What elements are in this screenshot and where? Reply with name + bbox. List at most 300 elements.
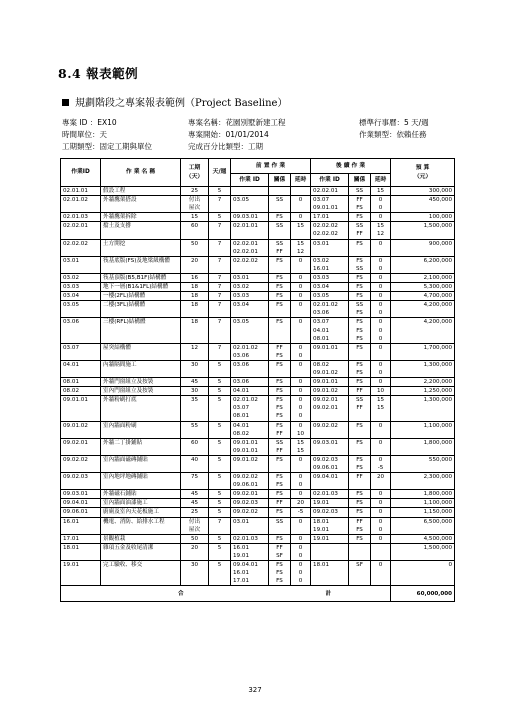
cell-pred-lag-line: 0 [298, 544, 303, 551]
cell-pred-relation [269, 187, 291, 196]
cell-succ-relation-line: FF [356, 231, 363, 238]
cell-succ-id-line: 19.01 [313, 535, 330, 542]
cell-pred-lag [291, 360, 311, 377]
cell-days-week: 7 [209, 318, 231, 343]
cell-activity-id: 09.04.01 [61, 499, 101, 508]
cell-duration: 20 [181, 256, 209, 273]
cell-succ-id-line: 03.06 [313, 310, 330, 317]
cell-pred-relation-line: FF [276, 430, 283, 437]
table-row [61, 438, 455, 455]
cell-pred-lag-line: 15 [296, 439, 305, 446]
cell-succ-lag-line: 0 [378, 274, 383, 281]
cell-activity-id: 03.04 [61, 292, 101, 301]
cell-budget: 1,100,000 [391, 421, 455, 438]
section-title: 8.4 報表範例 [58, 66, 139, 81]
cell-pred-lag-line: 0 [298, 397, 303, 404]
cell-pred-relation-line: FF [276, 544, 283, 551]
cell-duration: 60 [181, 222, 209, 239]
cell-pred-lag-line: 0 [298, 422, 303, 429]
cell-duration: 16 [181, 273, 209, 282]
cell-pred-lag-line: 0 [298, 293, 303, 300]
cell-succ-id [311, 343, 349, 360]
cell-succ-relation [349, 196, 371, 213]
cell-pred-lag-line: 0 [298, 413, 303, 420]
cell-succ-relation-line: FS [356, 293, 363, 300]
cell-activity-name: 內牆隔間施工 [101, 360, 181, 377]
cell-pred-id [231, 343, 269, 360]
cell-days-week: 5 [209, 473, 231, 490]
cell-succ-id-line: 09.01.02 [313, 369, 338, 376]
cell-days-week: 7 [209, 239, 231, 256]
cell-pred-lag [291, 561, 311, 586]
cell-succ-id-line: 03.04 [313, 284, 330, 291]
cell-pred-id-line: 02.02.01 [233, 248, 258, 255]
cell-activity-name: 室內牆面油漆施工 [101, 499, 181, 508]
cell-pred-relation-line: FS [276, 214, 283, 221]
table-row [61, 499, 455, 508]
cell-succ-lag [371, 499, 391, 508]
cell-succ-relation-line: FS [356, 535, 363, 542]
cell-succ-lag [371, 318, 391, 343]
cell-succ-relation-line: FS [356, 439, 363, 446]
cell-succ-id-line: 03.05 [313, 293, 330, 300]
cell-pred-relation-line: FS [276, 405, 283, 412]
cell-pred-id [231, 318, 269, 343]
cell-succ-id [311, 283, 349, 292]
cell-succ-relation [349, 421, 371, 438]
cell-succ-relation-line: FS [356, 369, 363, 376]
total-label [61, 586, 391, 602]
cell-activity-id: 17.01 [61, 534, 101, 543]
cell-pred-id-line: 16.01 [233, 570, 250, 577]
cell-succ-relation-line: FS [356, 456, 363, 463]
cell-pred-relation-line: FS [276, 570, 283, 577]
cell-duration: 50 [181, 239, 209, 256]
cell-succ-relation-line: FS [356, 310, 363, 317]
cell-pred-lag-line: 15 [296, 447, 305, 454]
cell-pred-id-line: 03.01 [233, 518, 250, 525]
cell-pred-lag-line: 0 [298, 274, 303, 281]
cell-pred-lag-line: 0 [298, 197, 303, 204]
cell-succ-lag-line: 0 [378, 518, 383, 525]
cell-pred-relation-line: FF [276, 344, 283, 351]
cell-budget: 1,500,000 [391, 222, 455, 239]
cell-succ-id [311, 378, 349, 387]
cell-pred-id-line: 03.06 [233, 361, 250, 368]
cell-activity-name: 外牆粉刷打底 [101, 396, 181, 421]
cell-pred-relation-line: FS [276, 562, 283, 569]
cell-succ-lag-line: 0 [378, 491, 383, 498]
cell-activity-id: 04.01 [61, 360, 101, 377]
cell-duration: 15 [181, 213, 209, 222]
cell-succ-relation [349, 222, 371, 239]
cell-activity-name: 室內牆面粉刷 [101, 421, 181, 438]
cell-pred-lag [291, 222, 311, 239]
cell-succ-id [311, 490, 349, 499]
cell-activity-id: 03.05 [61, 301, 101, 318]
cell-days-week: 5 [209, 534, 231, 543]
cell-succ-lag-line: 0 [378, 310, 383, 317]
total-label-left: 合 [178, 590, 184, 597]
cell-succ-relation [349, 378, 371, 387]
standard-workday: 標準行事曆：5 天/週 [359, 118, 429, 127]
cell-succ-lag [371, 561, 391, 586]
cell-succ-lag-line: 12 [376, 231, 385, 238]
cell-succ-id [311, 256, 349, 273]
cell-succ-id-line: 09.02.01 [313, 405, 338, 412]
cell-pred-relation [269, 292, 291, 301]
cell-pred-relation [269, 473, 291, 490]
cell-succ-relation-line: FS [356, 205, 363, 212]
cell-succ-id [311, 273, 349, 282]
table-body [61, 187, 455, 586]
cell-pred-lag-line: 0 [298, 352, 303, 359]
cell-succ-id [311, 561, 349, 586]
table-row [61, 187, 455, 196]
cell-activity-id: 09.03.01 [61, 490, 101, 499]
cell-pred-lag-line: 0 [298, 482, 303, 489]
cell-pred-id-line: 02.01.02 [233, 344, 258, 351]
cell-pred-relation [269, 222, 291, 239]
cell-succ-relation-line: SS [355, 223, 364, 230]
cell-succ-id-line: 19.01 [313, 526, 330, 533]
cell-succ-relation-line: FS [356, 274, 363, 281]
cell-budget: 6,500,000 [391, 517, 455, 534]
cell-pred-relation [269, 273, 291, 282]
cell-succ-lag-line: 0 [378, 293, 383, 300]
cell-pred-relation [269, 283, 291, 292]
cell-duration: 60 [181, 438, 209, 455]
cell-succ-relation [349, 187, 371, 196]
cell-pred-id-line: 02.02.01 [233, 240, 258, 247]
cell-succ-relation-line: SF [356, 562, 363, 569]
cell-succ-id [311, 213, 349, 222]
cell-duration: 25 [181, 187, 209, 196]
cell-pred-lag-line: 0 [298, 284, 303, 291]
cell-succ-lag [371, 283, 391, 292]
cell-duration: 75 [181, 473, 209, 490]
cell-succ-lag-line: 0 [378, 302, 383, 309]
cell-budget: 2,300,000 [391, 473, 455, 490]
cell-succ-lag [371, 292, 391, 301]
cell-succ-id-line: 09.01.01 [313, 205, 338, 212]
cell-pred-relation-line: FS [276, 422, 283, 429]
cell-succ-relation-line: FF [356, 197, 363, 204]
cell-duration: 20 [181, 543, 209, 560]
cell-succ-relation-line: FS [356, 526, 363, 533]
cell-activity-name: 外牆磁石鋪貼 [101, 490, 181, 499]
cell-pred-relation [269, 517, 291, 534]
cell-succ-id-line: 09.03.01 [313, 439, 338, 446]
cell-pred-lag-line: 0 [298, 474, 303, 481]
cell-activity-id: 03.03 [61, 283, 101, 292]
cell-succ-relation-line: FS [356, 335, 363, 342]
cell-succ-lag [371, 343, 391, 360]
cell-days-week: 7 [209, 196, 231, 213]
cell-days-week: 5 [209, 490, 231, 499]
cell-succ-id-line: 09.06.01 [313, 465, 338, 471]
cell-pred-relation-line: FS [276, 319, 283, 326]
cell-succ-relation [349, 360, 371, 377]
cell-succ-relation-line: SS [355, 188, 364, 194]
cell-activity-id: 03.02 [61, 273, 101, 282]
cell-activity-id: 02.02.02 [61, 239, 101, 256]
cell-pred-id [231, 396, 269, 421]
cell-succ-id-line: 03.02 [313, 257, 330, 264]
cell-pred-lag [291, 273, 311, 282]
cell-succ-id [311, 222, 349, 239]
cell-activity-id: 19.01 [61, 561, 101, 586]
cell-succ-relation-line: FS [356, 214, 363, 221]
cell-pred-relation-line: FF [276, 248, 283, 255]
cell-succ-lag-line: 15 [376, 188, 385, 194]
total-label-right: 計 [325, 590, 332, 597]
cell-budget: 1,800,000 [391, 438, 455, 455]
cell-pred-lag [291, 292, 311, 301]
cell-succ-relation-line [351, 544, 368, 552]
cell-budget: 2,200,000 [391, 378, 455, 387]
subheading-text: 規劃階段之專案報表範例（Project Baseline） [75, 98, 288, 109]
cell-days-week: 5 [209, 561, 231, 586]
cell-pred-lag [291, 543, 311, 560]
cell-pred-lag [291, 239, 311, 256]
cell-succ-lag [371, 473, 391, 490]
cell-activity-id: 09.06.01 [61, 508, 101, 517]
cell-succ-lag [371, 396, 391, 421]
cell-pred-relation [269, 318, 291, 343]
cell-succ-id-line: 02.02.01 [313, 188, 338, 194]
cell-pred-relation-line: FS [276, 397, 283, 404]
cell-succ-lag [371, 534, 391, 543]
cell-succ-id-line: 18.01 [313, 518, 330, 525]
cell-succ-relation [349, 387, 371, 396]
cell-pred-lag-line [293, 187, 308, 195]
cell-duration: 付出 屋次 [181, 196, 209, 213]
header-activity-name: 作 業 名 稱 [101, 159, 181, 187]
cell-succ-lag [371, 421, 391, 438]
cell-pred-relation [269, 421, 291, 438]
cell-pred-id [231, 508, 269, 517]
cell-pred-relation-line: FS [276, 257, 283, 264]
cell-pred-id-line: 03.02 [233, 284, 250, 291]
cell-budget: 4,200,000 [391, 318, 455, 343]
table-row [61, 534, 455, 543]
cell-succ-lag-line: -5 [377, 465, 384, 471]
cell-duration: 45 [181, 378, 209, 387]
cell-activity-id: 03.07 [61, 343, 101, 360]
table-row [61, 301, 455, 318]
cell-succ-id-line: 03.07 [313, 197, 330, 204]
cell-days-week: 5 [209, 187, 231, 196]
cell-pred-id [231, 490, 269, 499]
cell-pred-lag-line: 0 [298, 491, 303, 498]
cell-days-week: 5 [209, 387, 231, 396]
cell-duration: 18 [181, 283, 209, 292]
cell-pred-id [231, 421, 269, 438]
cell-succ-id-line: 09.01.01 [313, 379, 338, 386]
cell-pred-relation-line: SF [276, 552, 283, 559]
cell-succ-lag-line: 0 [378, 562, 383, 569]
cell-succ-relation-line: FS [356, 491, 363, 498]
cell-succ-lag [371, 543, 391, 560]
cell-succ-id [311, 421, 349, 438]
cell-pred-id [231, 543, 269, 560]
page-number: 327 [248, 686, 262, 694]
cell-pred-id-line: 03.05 [233, 197, 250, 204]
cell-days-week: 7 [209, 343, 231, 360]
cell-pred-lag [291, 256, 311, 273]
cell-pred-relation-line: SS [275, 197, 284, 204]
cell-succ-id-line [313, 544, 346, 552]
cell-pred-relation [269, 239, 291, 256]
cell-budget: 1,500,000 [391, 543, 455, 560]
cell-succ-lag-line: 0 [378, 240, 383, 247]
cell-pred-id-line: 08.02 [233, 430, 250, 437]
cell-pred-lag-line: 15 [296, 223, 305, 230]
cell-activity-name: 廚廁及室內天花板施工 [101, 508, 181, 517]
cell-pred-lag-line: 0 [298, 562, 303, 569]
cell-duration: 12 [181, 343, 209, 360]
cell-days-week: 7 [209, 301, 231, 318]
cell-succ-id [311, 196, 349, 213]
cell-days-week: 5 [209, 543, 231, 560]
table-row [61, 213, 455, 222]
cell-succ-lag-line: 0 [378, 379, 383, 386]
cell-pred-lag [291, 387, 311, 396]
header-budget-text: 預 算 （元） [413, 165, 432, 180]
total-value: 60,000,000 [391, 586, 455, 602]
cell-pred-lag [291, 343, 311, 360]
cell-succ-id [311, 387, 349, 396]
cell-pred-relation [269, 301, 291, 318]
cell-days-week: 7 [209, 517, 231, 534]
cell-succ-id-line: 18.01 [313, 562, 330, 569]
cell-pred-id-line: 09.02.01 [233, 491, 258, 498]
cell-days-week: 5 [209, 213, 231, 222]
cell-activity-name: 筏基頂版(B5,B1F)結構體 [101, 273, 181, 282]
cell-succ-id-line: 03.03 [313, 274, 330, 281]
cell-succ-relation-line: FS [356, 379, 363, 386]
cell-succ-lag-line: 0 [378, 344, 383, 351]
table-row [61, 239, 455, 256]
cell-succ-id [311, 508, 349, 517]
cell-pred-lag-line: 0 [298, 302, 303, 309]
cell-pred-lag [291, 378, 311, 387]
cell-succ-relation [349, 213, 371, 222]
cell-pred-id-line: 03.06 [233, 352, 250, 359]
cell-succ-lag-line [373, 544, 388, 552]
cell-succ-relation-line: FS [356, 509, 363, 516]
cell-succ-id-line: 04.01 [313, 327, 330, 334]
cell-succ-relation [349, 473, 371, 490]
cell-activity-name: 三樓(RFL)結構體 [101, 318, 181, 343]
cell-duration: 50 [181, 534, 209, 543]
cell-succ-id-line: 16.01 [313, 265, 330, 272]
header-pred-relation: 關係 [269, 174, 291, 187]
cell-succ-relation [349, 490, 371, 499]
cell-pred-lag-line: 0 [298, 570, 303, 577]
cell-pred-id-line: 03.06 [233, 379, 250, 386]
cell-succ-id [311, 301, 349, 318]
table-row [61, 421, 455, 438]
cell-succ-id-line: 17.01 [313, 214, 330, 221]
cell-pred-relation-line: FS [276, 413, 283, 420]
cell-succ-relation [349, 292, 371, 301]
cell-pred-id [231, 292, 269, 301]
cell-pred-id [231, 301, 269, 318]
cell-succ-id-line: 03.07 [313, 319, 330, 326]
cell-pred-lag-line: 0 [298, 379, 303, 386]
cell-activity-id: 03.01 [61, 256, 101, 273]
table-row [61, 343, 455, 360]
cell-activity-name: 室內牆面磁磚鋪貼 [101, 455, 181, 472]
header-succ-id: 作業 ID [311, 174, 349, 187]
cell-pred-relation-line: FS [276, 474, 283, 481]
cell-succ-relation-line: SS [355, 397, 364, 404]
cell-days-week: 7 [209, 273, 231, 282]
cell-pred-id-line: 03.07 [233, 405, 250, 412]
cell-duration: 18 [181, 301, 209, 318]
cell-pred-relation [269, 387, 291, 396]
cell-pred-lag [291, 187, 311, 196]
cell-pred-lag-line: 12 [296, 248, 305, 255]
cell-pred-lag-line: 0 [298, 518, 303, 525]
cell-succ-id [311, 187, 349, 196]
cell-activity-name: 擋土及支撐 [101, 222, 181, 239]
header-succ-relation: 關係 [349, 174, 371, 187]
cell-pred-id-line: 09.03.01 [233, 214, 258, 221]
cell-pred-id-line: 09.02.03 [233, 500, 258, 507]
cell-pred-id [231, 517, 269, 534]
header-activity-id: 作業ID [61, 159, 101, 187]
cell-pred-id [231, 196, 269, 213]
cell-pred-id-line: 09.01.02 [233, 456, 258, 463]
table-row [61, 292, 455, 301]
cell-activity-id: 16.01 [61, 517, 101, 534]
cell-succ-id-line: 02.02.02 [313, 223, 338, 230]
cell-activity-name: 二樓(3FL)結構體 [101, 301, 181, 318]
cell-pred-lag [291, 301, 311, 318]
header-duration-text: 工期 （天） [185, 165, 204, 180]
cell-pred-relation-line [271, 187, 288, 195]
cell-succ-lag-line: 20 [376, 474, 385, 481]
cell-pred-lag-line: 15 [296, 240, 305, 247]
cell-pred-relation-line: FS [276, 578, 283, 585]
cell-pred-id-line: 02.01.02 [233, 397, 258, 404]
cell-pred-relation-line: FS [276, 293, 283, 300]
cell-pred-relation-line: FS [276, 535, 283, 542]
activity-type: 作業類型：依賴任務 [359, 130, 427, 139]
cell-pred-id-line: 09.01.01 [233, 447, 258, 454]
cell-succ-lag [371, 222, 391, 239]
cell-pred-id-line: 09.02.02 [233, 509, 258, 516]
cell-succ-lag-line: 15 [376, 223, 385, 230]
cell-pred-relation [269, 438, 291, 455]
cell-succ-relation [349, 561, 371, 586]
cell-succ-lag-line: 0 [378, 284, 383, 291]
cell-budget: 300,000 [391, 187, 455, 196]
cell-succ-relation-line: FS [356, 240, 363, 247]
cell-pred-relation [269, 360, 291, 377]
cell-activity-name: 雜項五金及收尾清潔 [101, 543, 181, 560]
cell-budget: 100,000 [391, 213, 455, 222]
cell-budget: 0 [391, 561, 455, 586]
cell-pred-relation-line: FS [276, 388, 283, 395]
cell-activity-name: 外牆二丁掛鋪貼 [101, 438, 181, 455]
schedule-table [60, 158, 455, 602]
cell-succ-relation-line: FS [356, 319, 363, 326]
cell-succ-id-line: 02.01.02 [313, 302, 338, 309]
